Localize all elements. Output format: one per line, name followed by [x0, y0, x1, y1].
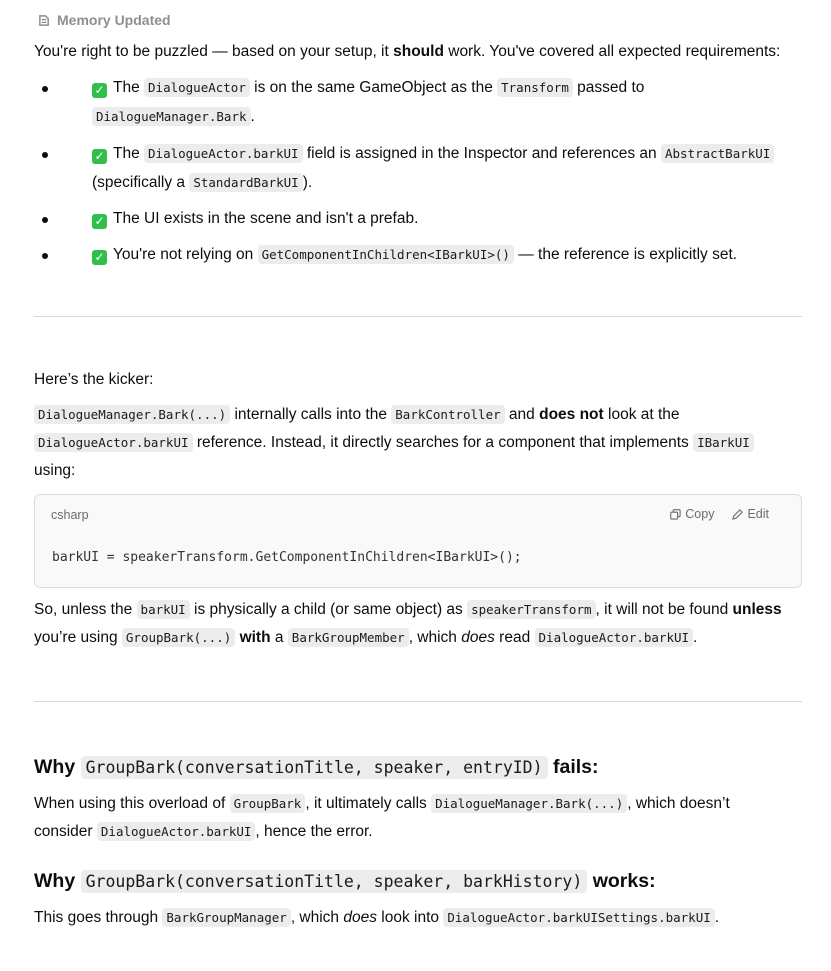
code-line: barkUI = speakerTransform.GetComponentInChildren<IBarkUI>(); — [52, 550, 522, 565]
code-language: csharp — [51, 508, 89, 522]
memory-label: Memory Updated — [57, 12, 171, 28]
check-icon: ✓ — [92, 83, 107, 98]
list-item: ✓ The DialogueActor is on the same GameObject as the Transform passed to DialogueManager.Bark . — [34, 73, 814, 131]
copy-icon — [670, 509, 681, 520]
check-icon: ✓ — [92, 250, 107, 265]
check-icon: ✓ — [92, 214, 107, 229]
intro-paragraph: You're right to be puzzled — based on your setup, it should work. You've covered all expected requirements: — [34, 43, 781, 60]
list-item: ✓ You're not relying on GetComponentInChildren<IBarkUI>() — the reference is explicitly set. — [34, 240, 814, 269]
pencil-icon — [732, 509, 743, 520]
edit-button[interactable]: Edit — [732, 507, 769, 521]
checklist — [34, 73, 814, 269]
fails-paragraph: When using this overload of GroupBark , it ultimately calls DialogueManager.Bark(...) , which doesn’t consider DialogueActor.barkUI , hence the error. — [34, 795, 730, 840]
check-icon: ✓ — [92, 149, 107, 164]
divider — [34, 316, 802, 317]
works-paragraph: This goes through BarkGroupManager , which does look into DialogueActor.barkUISettings.barkUI . — [34, 909, 720, 926]
list-item: ✓ The DialogueActor.barkUI field is assigned in the Inspector and references an AbstractBarkUI (specifically a StandardBarkUI ). — [34, 139, 814, 197]
memory-icon — [38, 14, 51, 27]
section-heading-fails: Why GroupBark(conversationTitle, speaker, entryID) fails: — [34, 756, 599, 778]
list-item: ✓ The UI exists in the scene and isn't a prefab. — [34, 204, 814, 233]
copy-button[interactable]: Copy — [670, 507, 714, 521]
kicker-text: Here’s the kicker: — [34, 371, 154, 388]
memory-updated-indicator[interactable] — [38, 12, 171, 28]
explain-paragraph: DialogueManager.Bark(...) internally calls into the BarkController and does not look at the DialogueActor.barkUI reference. Instead, it directly searches for a component that implements IBarkUI using: — [34, 401, 814, 485]
divider — [34, 701, 802, 702]
code-block — [34, 494, 802, 588]
section-heading-works: Why GroupBark(conversationTitle, speaker, barkHistory) works: — [34, 870, 656, 892]
so-paragraph: So, unless the barkUI is physically a child (or same object) as speakerTransform , it will not be found unless you’re using GroupBark(...) with a BarkGroupMember , which does read DialogueActor.barkUI . — [34, 601, 782, 646]
